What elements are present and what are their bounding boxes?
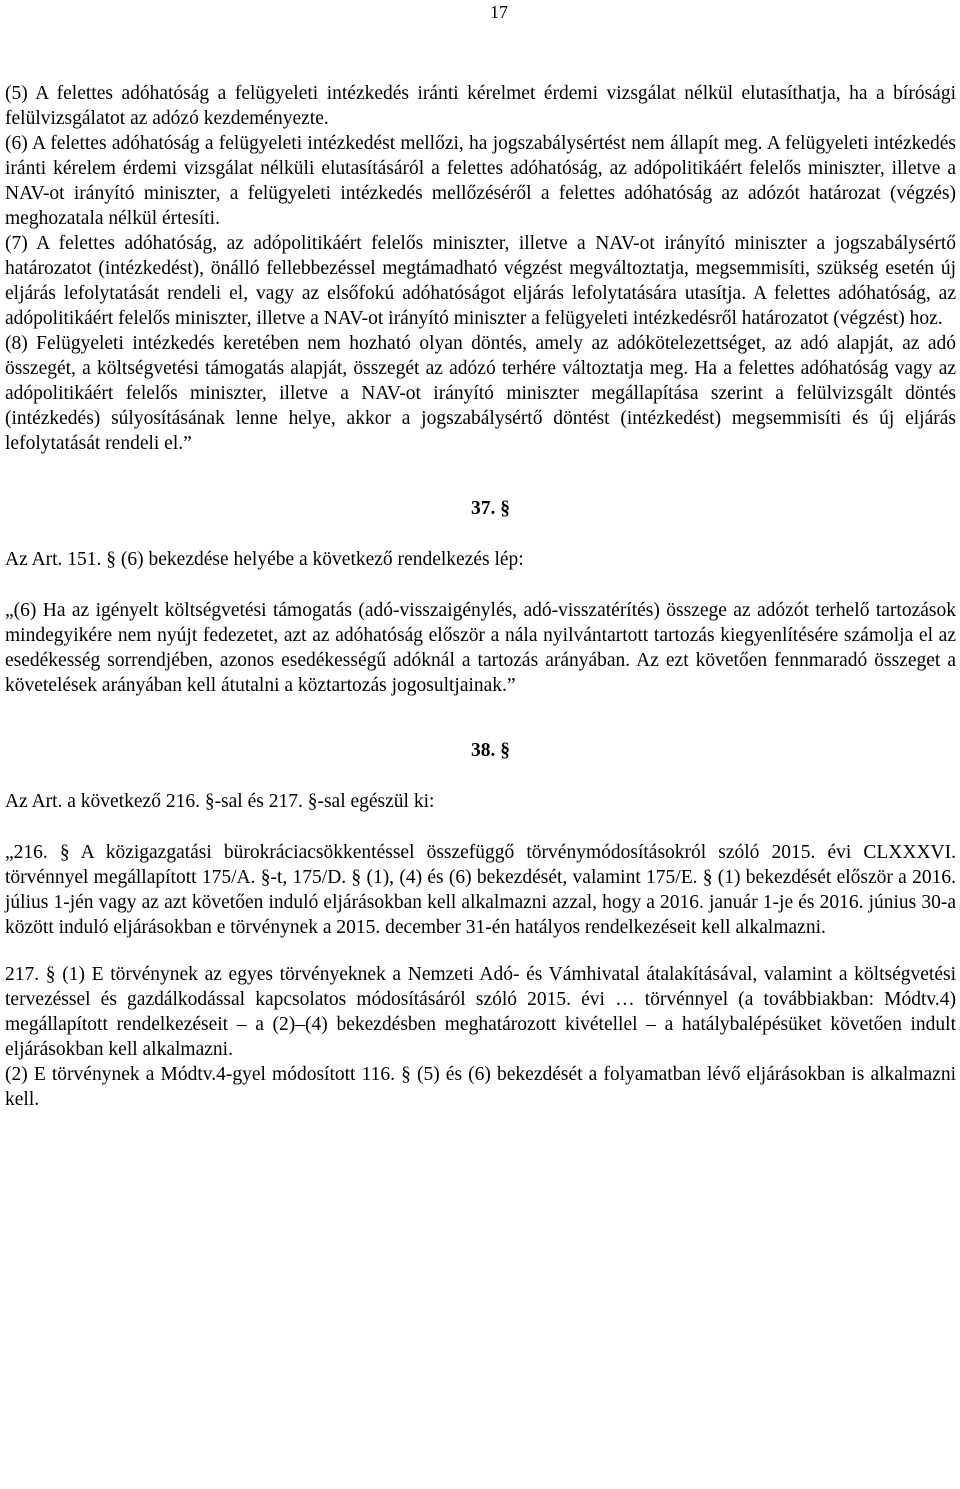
- spacer: [5, 456, 956, 496]
- page-number: 17: [490, 2, 508, 22]
- section-38-intro: Az Art. a következő 216. §-sal és 217. §-sal egészül ki:: [5, 791, 435, 812]
- section-37-intro: Az Art. 151. § (6) bekezdése helyébe a következő rendelkezés lép:: [5, 549, 524, 570]
- paragraph-216: „216. § A közigazgatási bürokráciacsökkentéssel összefüggő törvénymódosításokról szóló 2015. évi CLXXXVI. törvénnyel megállapított 175/A. §-t, 175/D. § (1), (4) és (6) bekezdését, valamint 175/E. § (1) bekezdését először a 2016. július 1-jén vagy az azt követően induló eljárásokban kell alkalmazni azzal, hogy a 2016. január 1-je és 2016. június 30-a között induló eljárásokban e törvénynek a 2015. december 31-én hatályos rendelkezéseit kell alkalmazni.: [5, 842, 956, 938]
- section-heading-38: 38. §: [471, 740, 510, 761]
- document-body: [5, 81, 956, 1112]
- paragraph-5: (5) A felettes adóhatóság a felügyeleti intézkedés iránti kérelmet érdemi vizsgálat nélkül elutasíthatja, ha a bírósági felülvizsgálatot az adózó kezdeményezte.: [5, 83, 956, 129]
- spacer: [5, 572, 956, 598]
- section-heading-37: 37. §: [471, 498, 510, 519]
- spacer: [5, 698, 956, 738]
- spacer: [5, 814, 956, 840]
- spacer: [5, 940, 956, 962]
- paragraph-217-1: 217. § (1) E törvénynek az egyes törvényeknek a Nemzeti Adó- és Vámhivatal átalakításával, valamint a költségvetési tervezéssel és gazdálkodással kapcsolatos módosításáról szóló 2015. évi … törvénnyel (a továbbiakban: Módtv.4) megállapított rendelkezéseit – a (2)–(4) bekezdésben meghatározott kivétellel – a hatálybalépésüket követően indult eljárásokban kell alkalmazni.: [5, 964, 956, 1060]
- paragraph-8: (8) Felügyeleti intézkedés keretében nem hozható olyan döntés, amely az adókötelezettséget, az adó alapját, az adó összegét, a költségvetési támogatás alapját, összegét az adózó terhére változtatja meg. Ha a felettes adóhatóság vagy az adópolitikáért felelős miniszter, illetve a NAV-ot irányító miniszter megállapítása szerint a felülvizsgált döntés (intézkedés) súlyosításának lenne helye, akkor a jogszabálysértő döntést (intézkedést) megsemmisíti és új eljárás lefolytatását rendeli el.”: [5, 333, 956, 454]
- spacer: [5, 521, 956, 547]
- spacer: [5, 763, 956, 789]
- paragraph-7: (7) A felettes adóhatóság, az adópolitikáért felelős miniszter, illetve a NAV-ot irányító miniszter a jogszabálysértő határozatot (intézkedést), önálló fellebbezéssel megtámadható végzést megváltoztatja, megsemmisíti, szükség esetén új eljárás lefolytatását rendeli el, vagy az elsőfokú adóhatóságot eljárás lefolytatására utasítja. A felettes adóhatóság, az adópolitikáért felelős miniszter, illetve a NAV-ot irányító miniszter a felügyeleti intézkedésről határozatot (végzést) hoz.: [5, 233, 956, 329]
- section-37-text: „(6) Ha az igényelt költségvetési támogatás (adó-visszaigénylés, adó-visszatérítés) összege az adózót terhelő tartozások mindegyikére nem nyújt fedezetet, azt az adóhatóság először a nála nyilvántartott tartozás kiegyenlítésére számolja el az esedékesség sorrendjében, azonos esedékességű adóknál a tartozás arányában. Az ezt követően fennmaradó összeget a követelések arányában kell átutalni a köztartozás jogosultjainak.”: [5, 600, 956, 696]
- paragraph-6: (6) A felettes adóhatóság a felügyeleti intézkedést mellőzi, ha jogszabálysértést nem állapít meg. A felügyeleti intézkedés iránti kérelem érdemi vizsgálat nélküli elutasításáról a felettes adóhatóság, az adópolitikáért felelős miniszter, illetve a NAV-ot irányító miniszter, a felügyeleti intézkedés mellőzéséről a felettes adóhatóság az adózót határozat (végzés) meghozatala nélkül értesíti.: [5, 133, 956, 229]
- paragraph-217-2: (2) E törvénynek a Módtv.4-gyel módosított 116. § (5) és (6) bekezdését a folyamatban lévő eljárásokban is alkalmazni kell.: [5, 1064, 956, 1110]
